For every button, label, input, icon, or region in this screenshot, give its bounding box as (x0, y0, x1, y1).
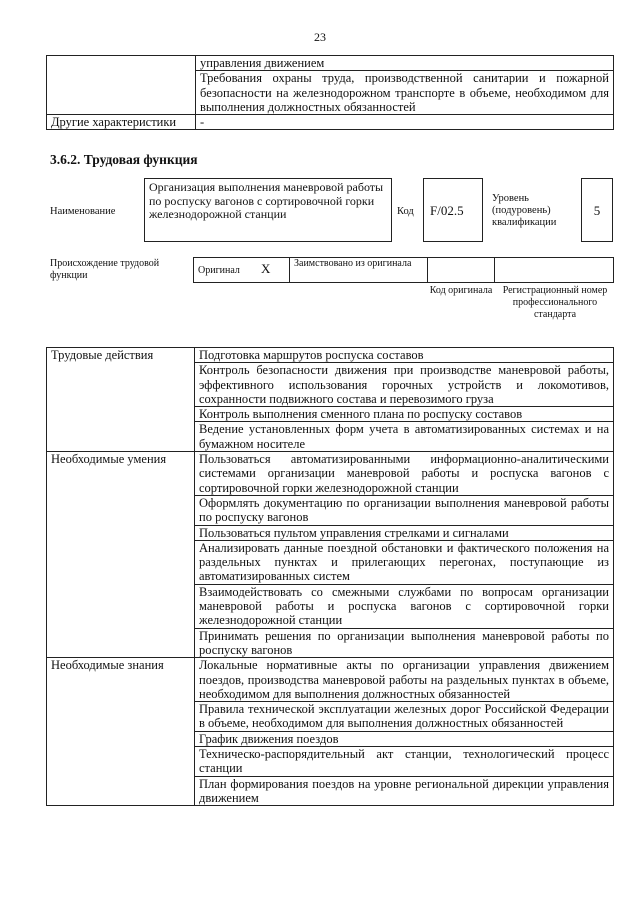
borrowed-label: Заимствовано из оригинала (290, 258, 428, 283)
reg-number-cell (495, 258, 614, 283)
table-row (47, 658, 614, 702)
safety-requirements-text: Требования охраны труда, производственной санитарии и пожарной безопасности на железнодорожном транспорте в объеме, необходимом для выполнения должностных обязанностей (196, 71, 614, 115)
skill-item: Оформлять документацию по организации выполнения маневровой работы по роспуску вагонов (195, 495, 614, 525)
skill-item: Пользоваться автоматизированными информационно-аналитическими системами организации маневровой работы и роспуска вагонов с сортировочной горки железнодорожной станции (195, 452, 614, 496)
knowledge-item: Техническо-распорядительный акт станции, технологический процесс станции (195, 747, 614, 777)
code-caption: Код оригинала (429, 285, 493, 296)
labor-action-item: Подготовка маршрутов роспуска составов (195, 348, 614, 363)
origin-table (193, 257, 614, 283)
continuation-text: управления движением (196, 56, 614, 71)
labor-action-item: Контроль безопасности движения при производстве маневровой работы, эффективного использования горочных устройств и локомотивов, сохранности подвижного состава и перевозимого груза (195, 363, 614, 407)
labor-actions-label: Трудовые действия (47, 348, 195, 452)
original-cell (194, 258, 290, 283)
code-label: Код (397, 206, 414, 217)
other-characteristics-label: Другие характеристики (47, 115, 196, 130)
code-box (423, 178, 483, 242)
function-name-box (144, 178, 392, 242)
knowledge-item: Правила технической эксплуатации железных дорог Российской Федерации в объеме, необходимом для выполнения должностных обязанностей (195, 702, 614, 732)
skill-item: Взаимодействовать со смежными службами по вопросам организации маневровой работы и роспуска вагонов с сортировочной горки железнодорожной станции (195, 584, 614, 628)
name-label: Наименование (50, 206, 116, 217)
origin-label: Происхождение трудовой функции (50, 258, 160, 281)
table-row (47, 452, 614, 496)
knowledge-item: График движения поездов (195, 731, 614, 746)
origin-code-cell (428, 258, 495, 283)
empty-label-cell (47, 56, 196, 115)
knowledge-item: План формирования поездов на уровне региональной дирекции управления движением (195, 776, 614, 806)
knowledge-item: Локальные нормативные акты по организации управления движением поездов, производства маневровой работы на раздельных пунктах в объеме, необходимом для выполнения должностных обязанностей (195, 658, 614, 702)
original-label: Оригинал (198, 264, 240, 276)
skills-label: Необходимые умения (47, 452, 195, 658)
knowledge-label: Необходимые знания (47, 658, 195, 806)
skill-item: Пользоваться пультом управления стрелками и сигналами (195, 525, 614, 540)
level-box (581, 178, 613, 242)
labor-action-item: Ведение установленных форм учета в автоматизированных системах и на бумажном носителе (195, 422, 614, 452)
table-row (47, 348, 614, 363)
page-number: 23 (314, 30, 326, 44)
section-heading: 3.6.2. Трудовая функция (50, 152, 198, 167)
reg-caption: Регистрационный номер профессионального стандарта (502, 285, 608, 320)
level-label: Уровень (подуровень) квалификации (492, 193, 557, 228)
continuation-table (46, 55, 614, 130)
table-row (47, 56, 614, 71)
other-characteristics-value: - (196, 115, 614, 130)
table-row (194, 258, 614, 283)
level-value: 5 (593, 203, 601, 218)
labor-action-item: Контроль выполнения сменного плана по роспуску составов (195, 407, 614, 422)
function-name: Организация выполнения маневровой работы по роспуску вагонов с сортировочной горки железнодорожной станции (149, 180, 384, 221)
skill-item: Принимать решения по организации выполнения маневровой работы по роспуску вагонов (195, 628, 614, 658)
original-mark: X (261, 260, 271, 276)
code-value: F/02.5 (430, 203, 464, 218)
skill-item: Анализировать данные поездной обстановки и фактического положения на раздельных пунктах и прилегающих перегонах, поступающие из автоматизированных систем (195, 540, 614, 584)
table-row (47, 115, 614, 130)
labor-function-table (46, 347, 614, 806)
